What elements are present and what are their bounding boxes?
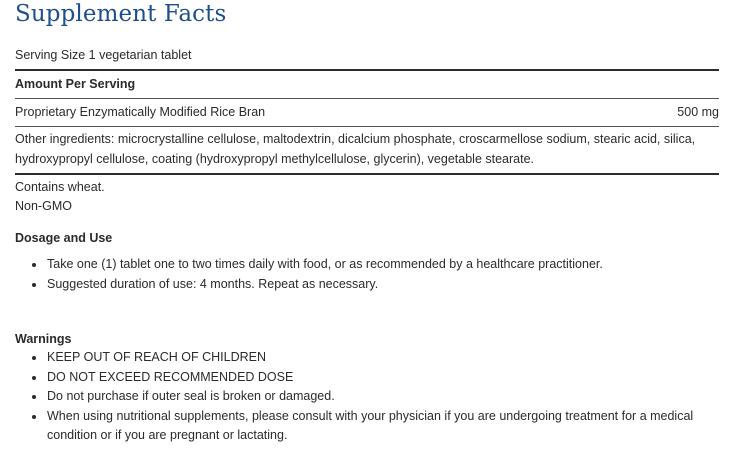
- warnings-list: [15, 348, 719, 446]
- divider: [15, 173, 719, 175]
- other-ingredients: Other ingredients: microcrystalline cellulose, maltodextrin, dicalcium phosphate, croscarmellose sodium, stearic acid, silica, hydroxypropyl cellulose, coating (hydroxypropyl methylcellulose, glycerin), vegetable stearate.: [15, 132, 696, 166]
- warnings-heading: Warnings: [15, 332, 72, 346]
- dosage-heading: Dosage and Use: [15, 231, 113, 245]
- list-item: Suggested duration of use: 4 months. Repeat as necessary.: [47, 275, 719, 295]
- serving-size: Serving Size 1 vegetarian tablet: [15, 48, 192, 62]
- page-title: Supplement Facts: [15, 1, 227, 27]
- ingredient-name: Proprietary Enzymatically Modified Rice Bran: [15, 105, 266, 119]
- divider: [15, 69, 719, 71]
- divider: [15, 98, 719, 99]
- amount-per-serving-header: Amount Per Serving: [15, 77, 136, 91]
- note-wheat: Contains wheat.: [15, 180, 105, 194]
- dosage-list: [15, 255, 719, 294]
- list-item: KEEP OUT OF REACH OF CHILDREN: [47, 348, 719, 368]
- divider: [15, 126, 719, 127]
- list-item: DO NOT EXCEED RECOMMENDED DOSE: [47, 368, 719, 388]
- list-item: Do not purchase if outer seal is broken or damaged.: [47, 387, 719, 407]
- ingredient-amount: 500 mg: [677, 105, 719, 119]
- list-item: Take one (1) tablet one to two times daily with food, or as recommended by a healthcare practitioner.: [47, 255, 719, 275]
- note-non-gmo: Non-GMO: [15, 199, 72, 213]
- list-item: When using nutritional supplements, please consult with your physician if you are undergoing treatment for a medical condition or if you are pregnant or lactating.: [47, 407, 719, 446]
